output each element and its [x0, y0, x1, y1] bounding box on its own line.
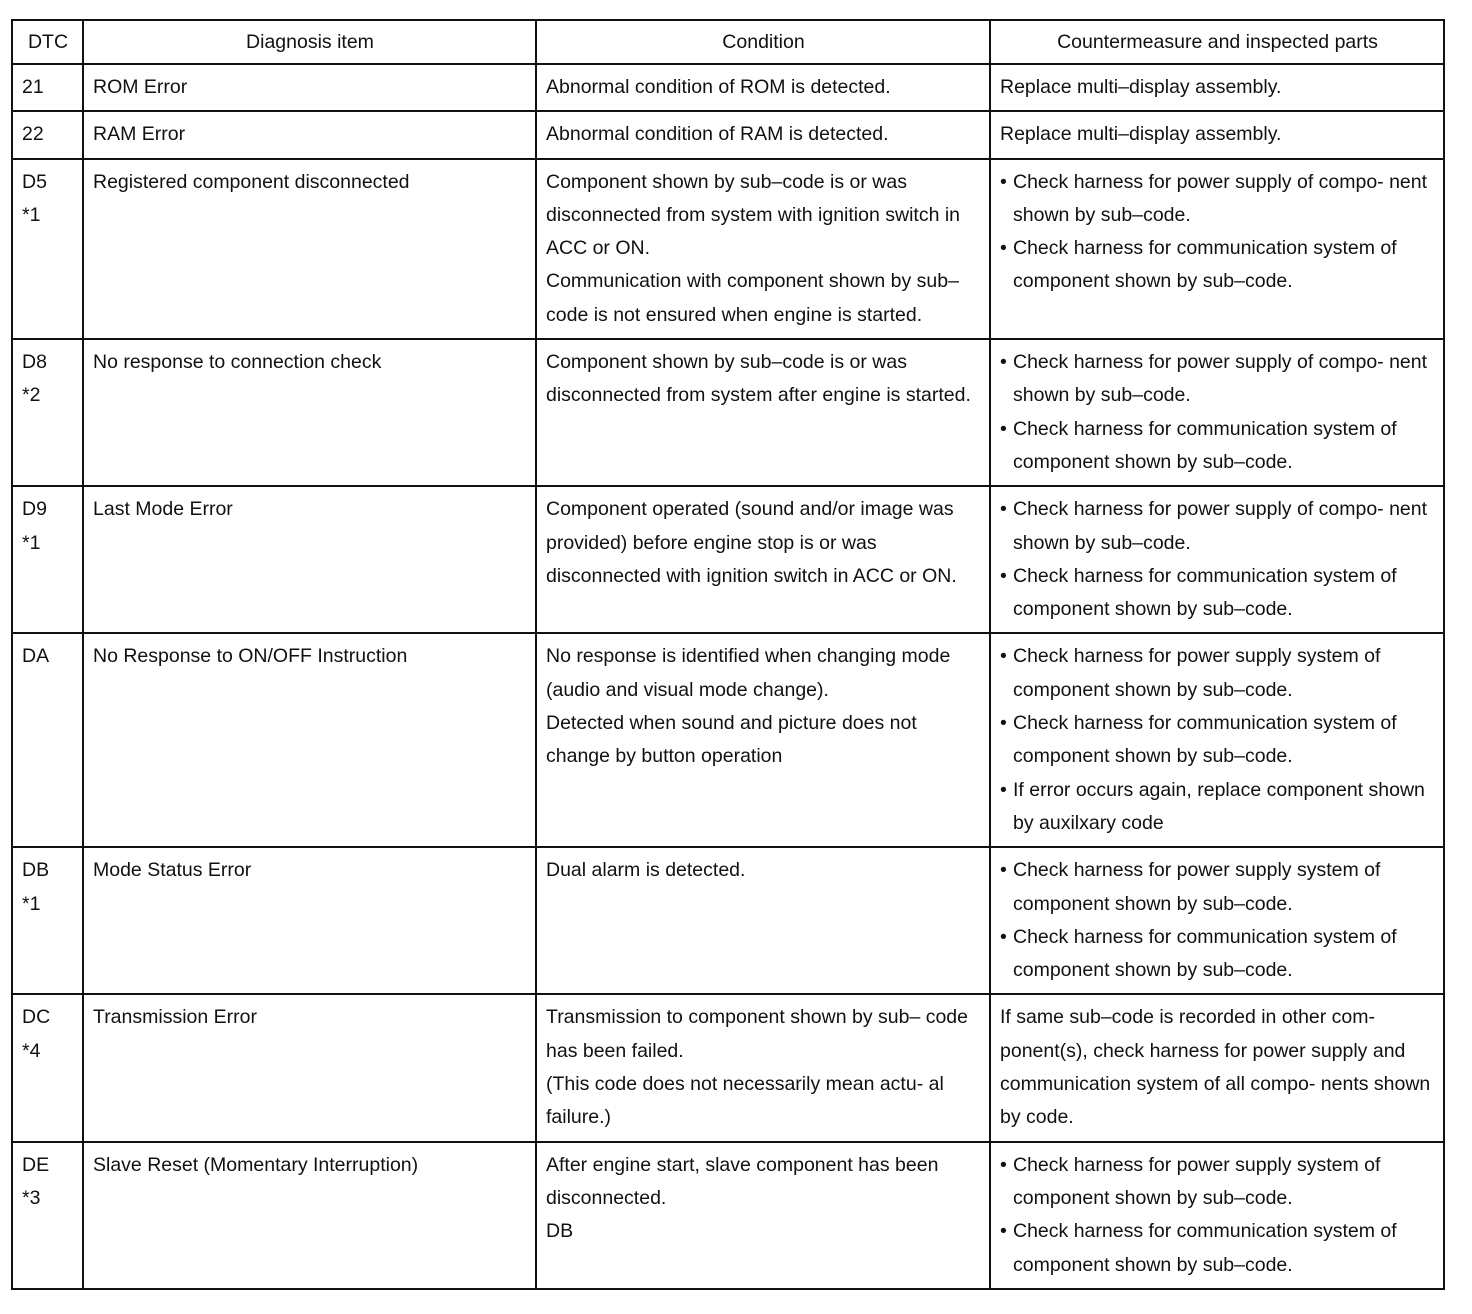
condition-text: Abnormal condition of RAM is detected.: [546, 123, 889, 146]
header-diagnosis-item: Diagnosis item: [83, 20, 536, 64]
countermeasure-bullet: • If error occurs again, replace component shown by auxilxary code: [1000, 774, 1435, 841]
dtc-cell: [12, 111, 83, 158]
dtc-table: [11, 19, 1445, 1290]
dtc-code: D8: [22, 351, 47, 374]
countermeasure-bullet: • Check harness for power supply of compo- nent shown by sub–code.: [1000, 166, 1435, 233]
dtc-cell: [12, 1142, 83, 1289]
table-row: [12, 1142, 1444, 1289]
dtc-cell: [12, 633, 83, 847]
dtc-footnote: *2: [22, 384, 41, 407]
condition-cell: [536, 633, 990, 847]
condition-text: Component shown by sub–code is or was disconnected from system after engine is started.: [546, 351, 971, 407]
dtc-footnote: *4: [22, 1039, 41, 1062]
header-row: [12, 20, 1444, 64]
table-row: [12, 633, 1444, 847]
diagnosis-item-cell: No Response to ON/OFF Instruction: [83, 633, 536, 847]
dtc-code: DE: [22, 1153, 50, 1176]
condition-cell: [536, 1142, 990, 1289]
countermeasure-text: Replace multi–display assembly.: [1000, 123, 1282, 146]
countermeasure-bullet: • Check harness for communication system of component shown by sub–code.: [1000, 413, 1435, 480]
condition-cell: [536, 64, 990, 111]
countermeasure-bullet: • Check harness for power supply system of component shown by sub–code.: [1000, 1149, 1435, 1216]
dtc-footnote: *1: [22, 531, 41, 554]
countermeasure-bullet: • Check harness for power supply system of component shown by sub–code.: [1000, 854, 1435, 921]
countermeasure-cell: [990, 994, 1444, 1141]
countermeasure-bullet: • Check harness for communication system of component shown by sub–code.: [1000, 707, 1435, 774]
condition-text: (This code does not necessarily mean actu- al failure.): [546, 1073, 944, 1129]
table-body: [12, 64, 1444, 1289]
condition-text: No response is identified when changing mode (audio and visual mode change).: [546, 645, 951, 701]
countermeasure-bullet: • Check harness for communication system of component shown by sub–code.: [1000, 560, 1435, 627]
condition-text: Component shown by sub–code is or was disconnected from system with ignition switch in ACC or ON.: [546, 170, 961, 260]
dtc-code: DC: [22, 1006, 51, 1029]
diagnosis-item-cell: No response to connection check: [83, 339, 536, 486]
condition-text: Component operated (sound and/or image was provided) before engine stop is or was disconnected with ignition switch in ACC or ON.: [546, 498, 957, 587]
condition-text: After engine start, slave component has been disconnected.: [546, 1153, 939, 1209]
diagnosis-item-cell: Transmission Error: [83, 994, 536, 1141]
dtc-cell: [12, 994, 83, 1141]
dtc-cell: [12, 64, 83, 111]
countermeasure-cell: [990, 64, 1444, 111]
countermeasure-cell: [990, 339, 1444, 486]
countermeasure-cell: [990, 633, 1444, 847]
condition-text: Detected when sound and picture does not change by button operation: [546, 712, 917, 768]
dtc-cell: [12, 847, 83, 994]
table-row: [12, 994, 1444, 1141]
table-row: [12, 847, 1444, 994]
countermeasure-cell: [990, 1142, 1444, 1289]
countermeasure-cell: [990, 159, 1444, 339]
condition-cell: [536, 847, 990, 994]
condition-cell: [536, 159, 990, 339]
diagnosis-item-cell: RAM Error: [83, 111, 536, 158]
condition-cell: [536, 994, 990, 1141]
condition-text: DB: [546, 1220, 574, 1243]
countermeasure-text: If same sub–code is recorded in other com- ponent(s), check harness for power supply and communication system of all compo- nents shown by code.: [1000, 1006, 1431, 1129]
dtc-footnote: *1: [22, 892, 41, 915]
table-header: [12, 20, 1444, 64]
dtc-code: DB: [22, 859, 50, 882]
table-row: [12, 159, 1444, 339]
header-countermeasure: Countermeasure and inspected parts: [990, 20, 1444, 64]
dtc-code: 21: [22, 76, 44, 98]
condition-text: Abnormal condition of ROM is detected.: [546, 76, 891, 98]
diagnosis-item-cell: Last Mode Error: [83, 486, 536, 633]
diagnosis-item-cell: Mode Status Error: [83, 847, 536, 994]
countermeasure-cell: [990, 486, 1444, 633]
condition-cell: [536, 111, 990, 158]
dtc-footnote: *1: [22, 203, 41, 226]
diagnosis-item-cell: ROM Error: [83, 64, 536, 111]
countermeasure-bullet: • Check harness for communication system of component shown by sub–code.: [1000, 921, 1435, 988]
diagnosis-item-cell: Slave Reset (Momentary Interruption): [83, 1142, 536, 1289]
diagnosis-item-cell: Registered component disconnected: [83, 159, 536, 339]
dtc-cell: [12, 339, 83, 486]
table-row: [12, 486, 1444, 633]
table-row: [12, 64, 1444, 111]
header-dtc: DTC: [12, 20, 83, 64]
dtc-footnote: *3: [22, 1186, 41, 1209]
countermeasure-text: Replace multi–display assembly.: [1000, 76, 1282, 98]
countermeasure-cell: [990, 847, 1444, 994]
countermeasure-cell: [990, 111, 1444, 158]
condition-text: Transmission to component shown by sub– code has been failed.: [546, 1006, 969, 1062]
countermeasure-bullet: • Check harness for communication system of component shown by sub–code.: [1000, 232, 1435, 299]
dtc-code: D5: [22, 170, 47, 193]
condition-cell: [536, 339, 990, 486]
condition-text: Dual alarm is detected.: [546, 859, 746, 882]
header-condition: Condition: [536, 20, 990, 64]
table-row: [12, 111, 1444, 158]
countermeasure-bullet: • Check harness for power supply system of component shown by sub–code.: [1000, 640, 1435, 707]
countermeasure-bullet: • Check harness for power supply of compo- nent shown by sub–code.: [1000, 346, 1435, 413]
dtc-code: DA: [22, 645, 50, 668]
countermeasure-bullet: • Check harness for power supply of compo- nent shown by sub–code.: [1000, 493, 1435, 560]
dtc-code: D9: [22, 498, 47, 521]
dtc-cell: [12, 486, 83, 633]
dtc-code: 22: [22, 123, 44, 146]
table-row: [12, 339, 1444, 486]
condition-cell: [536, 486, 990, 633]
condition-text: Communication with component shown by sub–code is not ensured when engine is started.: [546, 270, 959, 326]
countermeasure-bullet: • Check harness for communication system of component shown by sub–code.: [1000, 1215, 1435, 1282]
dtc-cell: [12, 159, 83, 339]
